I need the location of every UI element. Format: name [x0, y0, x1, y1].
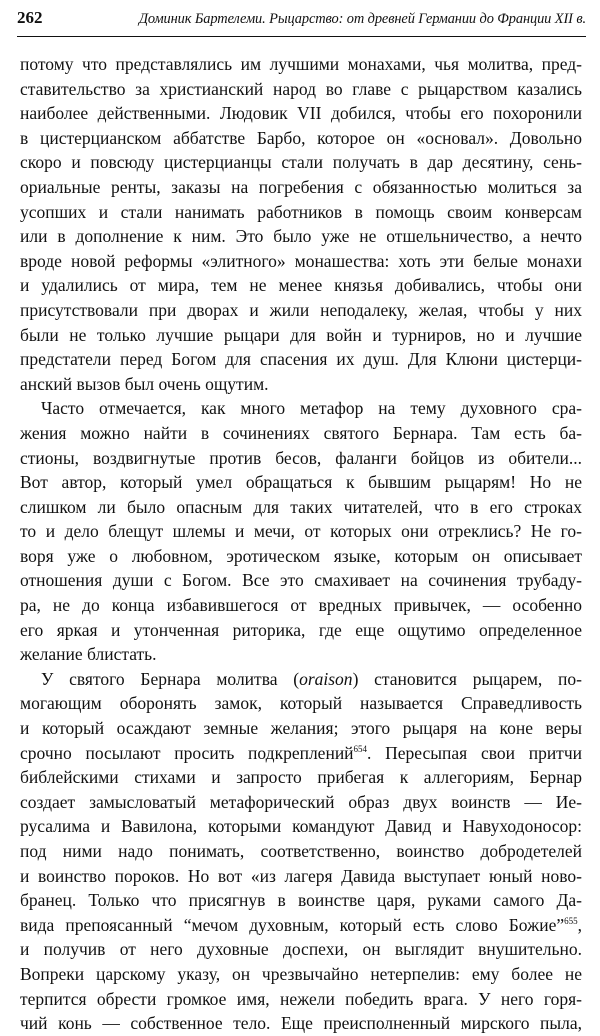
text-line [20, 790, 582, 815]
line-text: Вот автор, который умел обращаться к бывшим рыцарям! Но не [20, 472, 582, 493]
line-text: под ними надо понимать, соответственно, воинство добродетелей [20, 841, 582, 861]
text-line [20, 495, 582, 520]
body-text [20, 52, 582, 1034]
line-text-continued: , [577, 914, 582, 935]
line-text: анский вызов был очень ощутим. [20, 373, 269, 394]
text-line [20, 421, 582, 446]
text-line [20, 814, 582, 839]
text-line [20, 175, 582, 200]
text-line [20, 1011, 582, 1036]
text-line [20, 347, 582, 372]
line-text: слишком ли было опасным для таких читателей, что в его строках [20, 496, 582, 517]
text-line [20, 716, 582, 741]
text-line [20, 913, 582, 938]
line-text: вроде новой реформы «элитного» монашества: хоть эти белые монахи [20, 250, 582, 271]
text-line [20, 372, 582, 397]
text-line [20, 937, 582, 962]
text-line [20, 864, 582, 889]
line-text: наиболее действенными. Людовик VII добился, чтобы его похоронили [20, 103, 582, 124]
footnote-reference[interactable]: 655 [564, 915, 578, 926]
text-line [20, 470, 582, 495]
text-line [20, 126, 582, 151]
text-line [20, 101, 582, 126]
line-text: присутствовали при дворах и жили неподалеку, желая, чтобы у них [20, 299, 582, 320]
line-text-continued: ) становится рыцарем, по- [352, 668, 582, 689]
line-text: бранец. Только что присягнув в воинстве царя, руками самого Да- [20, 890, 582, 911]
line-text: вида препоясанный “мечом духовным, который есть слово Божие” [20, 914, 565, 935]
line-text: потому что представлялись им лучшими монахами, чья молитва, пред- [20, 54, 582, 74]
text-line [20, 273, 582, 298]
text-line [20, 249, 582, 274]
line-text: или в дополнение к ним. Это было уже не отшельничество, а нечто [20, 226, 582, 247]
text-line [20, 741, 582, 766]
line-text: стионы, воздвигнутые против бесов, фаланги бойцов из обители... [20, 447, 582, 468]
line-text: могающим оборонять замок, который называется Справедливость [20, 693, 582, 714]
line-text: Часто отмечается, как много метафор на тему духовного сра- [41, 398, 582, 419]
text-line [20, 77, 582, 102]
text-line [20, 765, 582, 790]
line-text: ориальные ренты, заказы на погребения с обязанностью молиться за [20, 176, 582, 197]
text-line [20, 298, 582, 323]
text-line [20, 642, 582, 667]
text-line [20, 200, 582, 225]
line-text: и воинство пороков. Но вот «из лагеря Давида выступает юный ново- [20, 865, 582, 886]
page-number: 262 [17, 8, 43, 27]
line-text: скоро и повсюду цистерцианцы стали получать в дар десятину, сень- [20, 152, 582, 173]
text-line [20, 544, 582, 569]
line-text: ра, не до конца избавившегося от вредных привычек, — особенно [20, 595, 582, 616]
text-line [20, 52, 582, 77]
header-rule [17, 36, 586, 37]
line-text-continued: . Пересыпая свои притчи [367, 742, 582, 763]
line-text: библейскими стихами и запросто прибегая к аллегориям, Бернар [20, 767, 582, 788]
italic-term: oraison [299, 668, 353, 689]
line-text: усопших и стали нанимать работников в помощь своим конверсам [20, 201, 582, 222]
text-line [20, 593, 582, 618]
line-text: то и дело блещут шлемы и мечи, от которых они отреклись? Не го- [20, 521, 582, 542]
text-line [20, 568, 582, 593]
text-line [20, 667, 582, 692]
line-text: его яркая и утонченная риторика, где еще ощутимо определенное [20, 619, 582, 640]
text-line [20, 888, 582, 913]
text-line [20, 962, 582, 987]
text-line [20, 987, 582, 1012]
running-title: Доминик Бартелеми. Рыцарство: от древней Германии до Франции XII в. [138, 11, 586, 27]
text-line [20, 396, 582, 421]
text-line [20, 618, 582, 643]
line-text: в цистерцианском аббатстве Барбо, которое он «основал». Довольно [20, 127, 582, 148]
line-text: желание блистать. [20, 644, 157, 665]
footnote-reference[interactable]: 654 [353, 743, 368, 754]
text-line [20, 691, 582, 716]
text-line [20, 224, 582, 249]
text-line [20, 446, 582, 471]
running-header [17, 8, 586, 34]
line-text: ставительство за христианский народ во главе с рыцарством казались [20, 78, 582, 99]
line-text: и который осаждают земные желания; этого рыцаря на коне веры [20, 718, 582, 739]
line-text: создает замысловатый метафорический образ двух воинств — Ие- [20, 791, 582, 812]
text-line [20, 323, 582, 348]
line-text: отношения души с Богом. Все это смахивает на сочинения трубаду- [20, 570, 582, 591]
line-text: и получив от него духовные доспехи, он выглядит внушительно. [20, 939, 582, 960]
line-text: предстатели перед Богом для спасения их душ. Для Клюни цистерци- [20, 349, 582, 370]
text-line [20, 150, 582, 175]
line-text: срочно посылают просить подкреплений [20, 742, 354, 763]
line-text: и удалились от мира, тем не менее князья добивались, чтобы они [20, 275, 582, 296]
line-text: русалима и Вавилона, которыми командуют Давид и Навуходоносор: [20, 816, 582, 837]
text-line [20, 519, 582, 544]
line-text: чий конь — собственное тело. Еще преисполненный мирского пыла, [20, 1013, 582, 1034]
line-text: У святого Бернара молитва ( [41, 668, 300, 689]
line-text: Вопреки царскому указу, он чрезвычайно нетерпелив: ему более не [20, 963, 582, 984]
line-text: воря уже о любовном, эротическом языке, которым он описывает [20, 545, 582, 566]
line-text: терпится обрести громкое имя, нежели победить врага. У него горя- [20, 988, 582, 1009]
line-text: жения можно найти в сочинениях святого Бернара. Там есть ба- [20, 422, 582, 443]
line-text: были не только лучшие рыцари для войн и турниров, но и лучшие [20, 324, 582, 345]
text-line [20, 839, 582, 864]
